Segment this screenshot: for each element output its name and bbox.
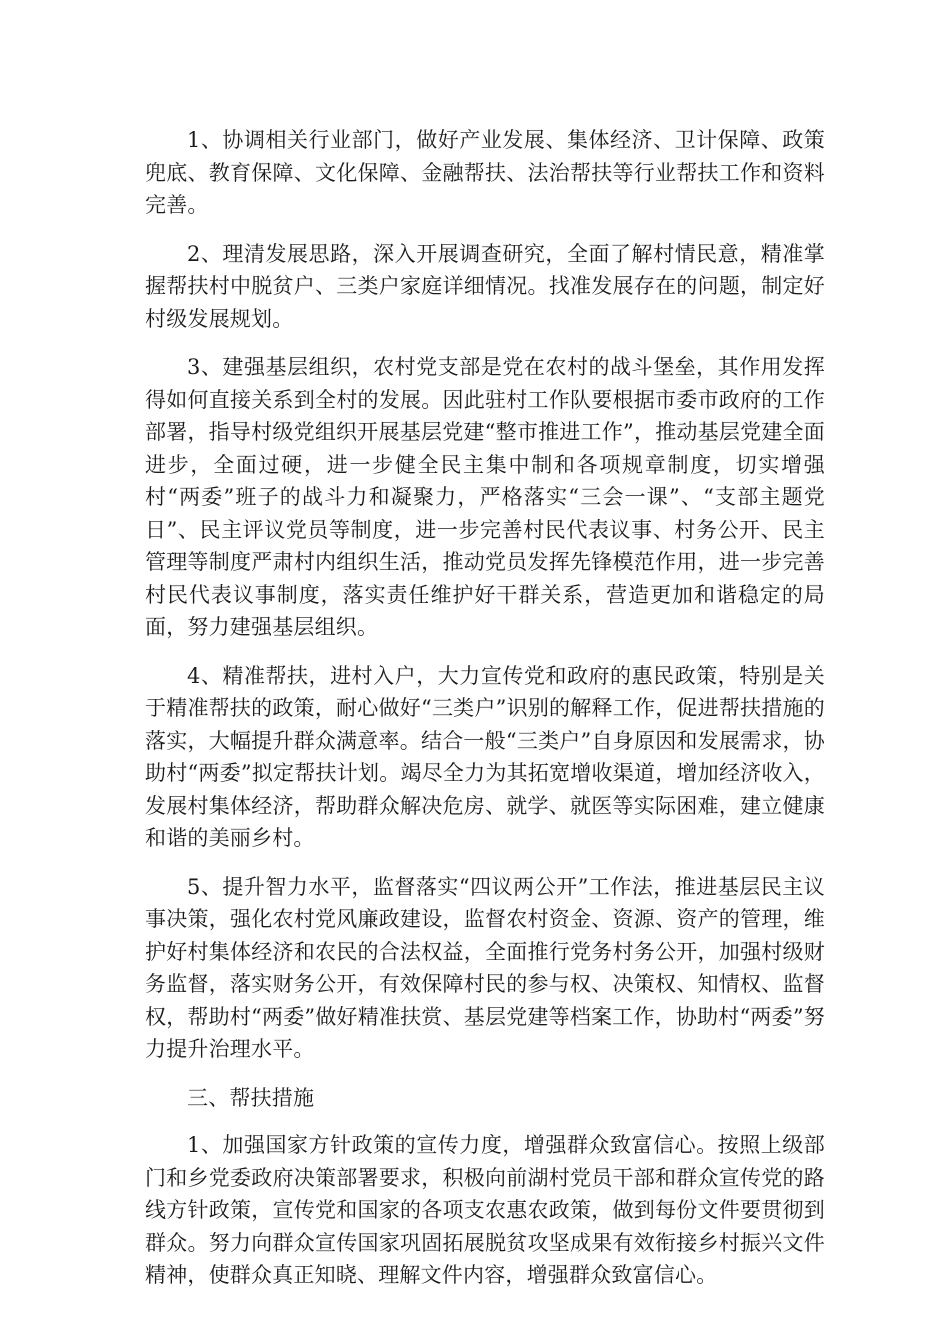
- section-paragraph-1: 1、加强国家方针政策的宣传力度，增强群众致富信心。按照上级部门和乡党委政府决策部署要求，积极向前湖村党员干部和群众宣传党的路线方针政策，宣传党和国家的各项支农惠农政策，做到每份文件要贯彻到群众。努力向群众宣传国家巩固拓展脱贫攻坚成果有效衔接乡村振兴文件精神，使群众真正知晓、理解文件内容，增强群众致富信心。: [145, 1133, 825, 1287]
- paragraph-4: 4、精准帮扶，进村入户，大力宣传党和政府的惠民政策，特别是关于精准帮扶的政策，耐心做好“三类户”识别的解释工作，促进帮扶措施的落实，大幅提升群众满意率。结合一般“三类户”自身原因和发展需求，协助村“两委”拟定帮扶计划。竭尽全力为其拓宽增收渠道，增加经济收入，发展村集体经济，帮助群众解决危房、就学、就医等实际困难，建立健康和谐的美丽乡村。: [145, 663, 825, 850]
- section-heading: 三、帮扶措施: [187, 1085, 315, 1110]
- document-body: [145, 124, 825, 1308]
- paragraph-1: 1、协调相关行业部门，做好产业发展、集体经济、卫计保障、政策兜底、教育保障、文化保障、金融帮扶、法治帮扶等行业帮扶工作和资料完善。: [145, 128, 825, 217]
- paragraph-5: 5、提升智力水平，监督落实“四议两公开”工作法，推进基层民主议事决策，强化农村党风廉政建设，监督农村资金、资源、资产的管理，维护好村集体经济和农民的合法权益，全面推行党务村务公开，加强村级财务监督，落实财务公开，有效保障村民的参与权、决策权、知情权、监督权，帮助村“两委”做好精准扶赏、基层党建等档案工作，协助村“两委”努力提升治理水平。: [145, 874, 825, 1061]
- paragraph-3: 3、建强基层组织，农村党支部是党在农村的战斗堡垒，其作用发挥得如何直接关系到全村的发展。因此驻村工作队要根据市委市政府的工作部署，指导村级党组织开展基层党建“整市推进工作”，推动基层党建全面进步，全面过硬，进一步健全民主集中制和各项规章制度，切实增强村“两委”班子的战斗力和凝聚力，严格落实“三会一课”、“支部主题党日”、民主评议党员等制度，进一步完善村民代表议事、村务公开、民主管理等制度严肃村内组织生活，推动党员发挥先锋模范作用，进一步完善村民代表议事制度，落实责任维护好干群关系，营造更加和谐稳定的局面，努力建强基层组织。: [145, 355, 825, 639]
- paragraph-2: 2、理清发展思路，深入开展调查研究，全面了解村情民意，精准掌握帮扶村中脱贫户、三类户家庭详细情况。找准发展存在的问题，制定好村级发展规划。: [145, 241, 825, 331]
